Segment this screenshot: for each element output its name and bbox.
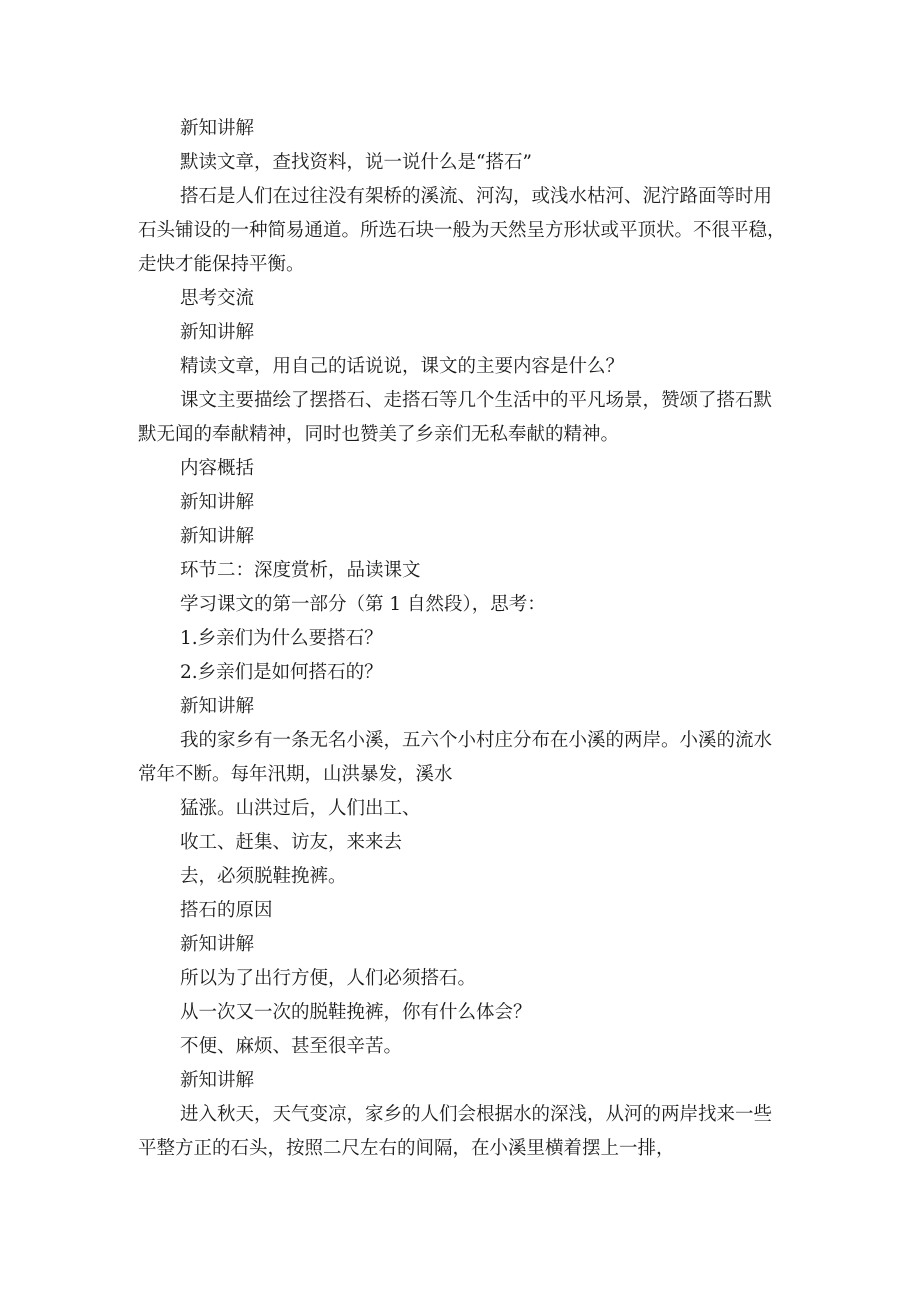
section-heading: 新知讲解 bbox=[180, 526, 255, 547]
section-heading: 搭石的原因 bbox=[180, 900, 273, 921]
section-heading: 新知讲解 bbox=[180, 322, 255, 343]
body-line: 去，必须脱鞋挽裤。 bbox=[180, 866, 347, 887]
section-heading: 环节二：深度赏析，品读课文 bbox=[180, 560, 421, 581]
document-body bbox=[138, 112, 786, 1166]
question-paragraph: 学习课文的第一部分（第 1 自然段），思考： bbox=[180, 594, 546, 615]
body-paragraph: 搭石是人们在过往没有架桥的溪流、河沟，或浅水枯河、泥泞路面等时用石头铺设的一种简易通道。所选石块一般为天然呈方形状或平顶状。不很平稳，走快才能保持平衡。 bbox=[138, 186, 786, 275]
body-line: 收工、赶集、访友，来来去 bbox=[180, 832, 403, 853]
question-paragraph: 精读文章，用自己的话说说，课文的主要内容是什么？ bbox=[180, 356, 625, 377]
section-heading: 内容概括 bbox=[180, 458, 255, 479]
body-line: 所以为了出行方便，人们必须搭石。 bbox=[180, 968, 477, 989]
section-heading: 新知讲解 bbox=[180, 118, 255, 139]
section-heading: 新知讲解 bbox=[180, 492, 255, 513]
body-paragraph: 我的家乡有一条无名小溪，五六个小村庄分布在小溪的两岸。小溪的流水常年不断。每年汛期，山洪暴发，溪水 bbox=[138, 730, 773, 785]
question-paragraph: 从一次又一次的脱鞋挽裤，你有什么体会？ bbox=[180, 1002, 532, 1023]
section-heading: 新知讲解 bbox=[180, 696, 255, 717]
body-paragraph: 课文主要描绘了摆搭石、走搭石等几个生活中的平凡场景，赞颂了搭石默默无闻的奉献精神，同时也赞美了乡亲们无私奉献的精神。 bbox=[138, 390, 773, 445]
list-item: 1.乡亲们为什么要搭石？ bbox=[180, 628, 383, 649]
list-item: 2.乡亲们是如何搭石的？ bbox=[180, 662, 383, 683]
body-line: 猛涨。山洪过后，人们出工、 bbox=[180, 798, 421, 819]
answer-paragraph: 不便、麻烦、甚至很辛苦。 bbox=[180, 1036, 403, 1057]
section-heading: 新知讲解 bbox=[180, 934, 255, 955]
section-heading: 新知讲解 bbox=[180, 1070, 255, 1091]
body-paragraph: 进入秋天，天气变凉，家乡的人们会根据水的深浅，从河的两岸找来一些平整方正的石头，按照二尺左右的间隔，在小溪里横着摆上一排， bbox=[138, 1104, 773, 1159]
section-heading: 思考交流 bbox=[180, 288, 255, 309]
question-paragraph: 默读文章，查找资料，说一说什么是“搭石” bbox=[180, 152, 532, 173]
